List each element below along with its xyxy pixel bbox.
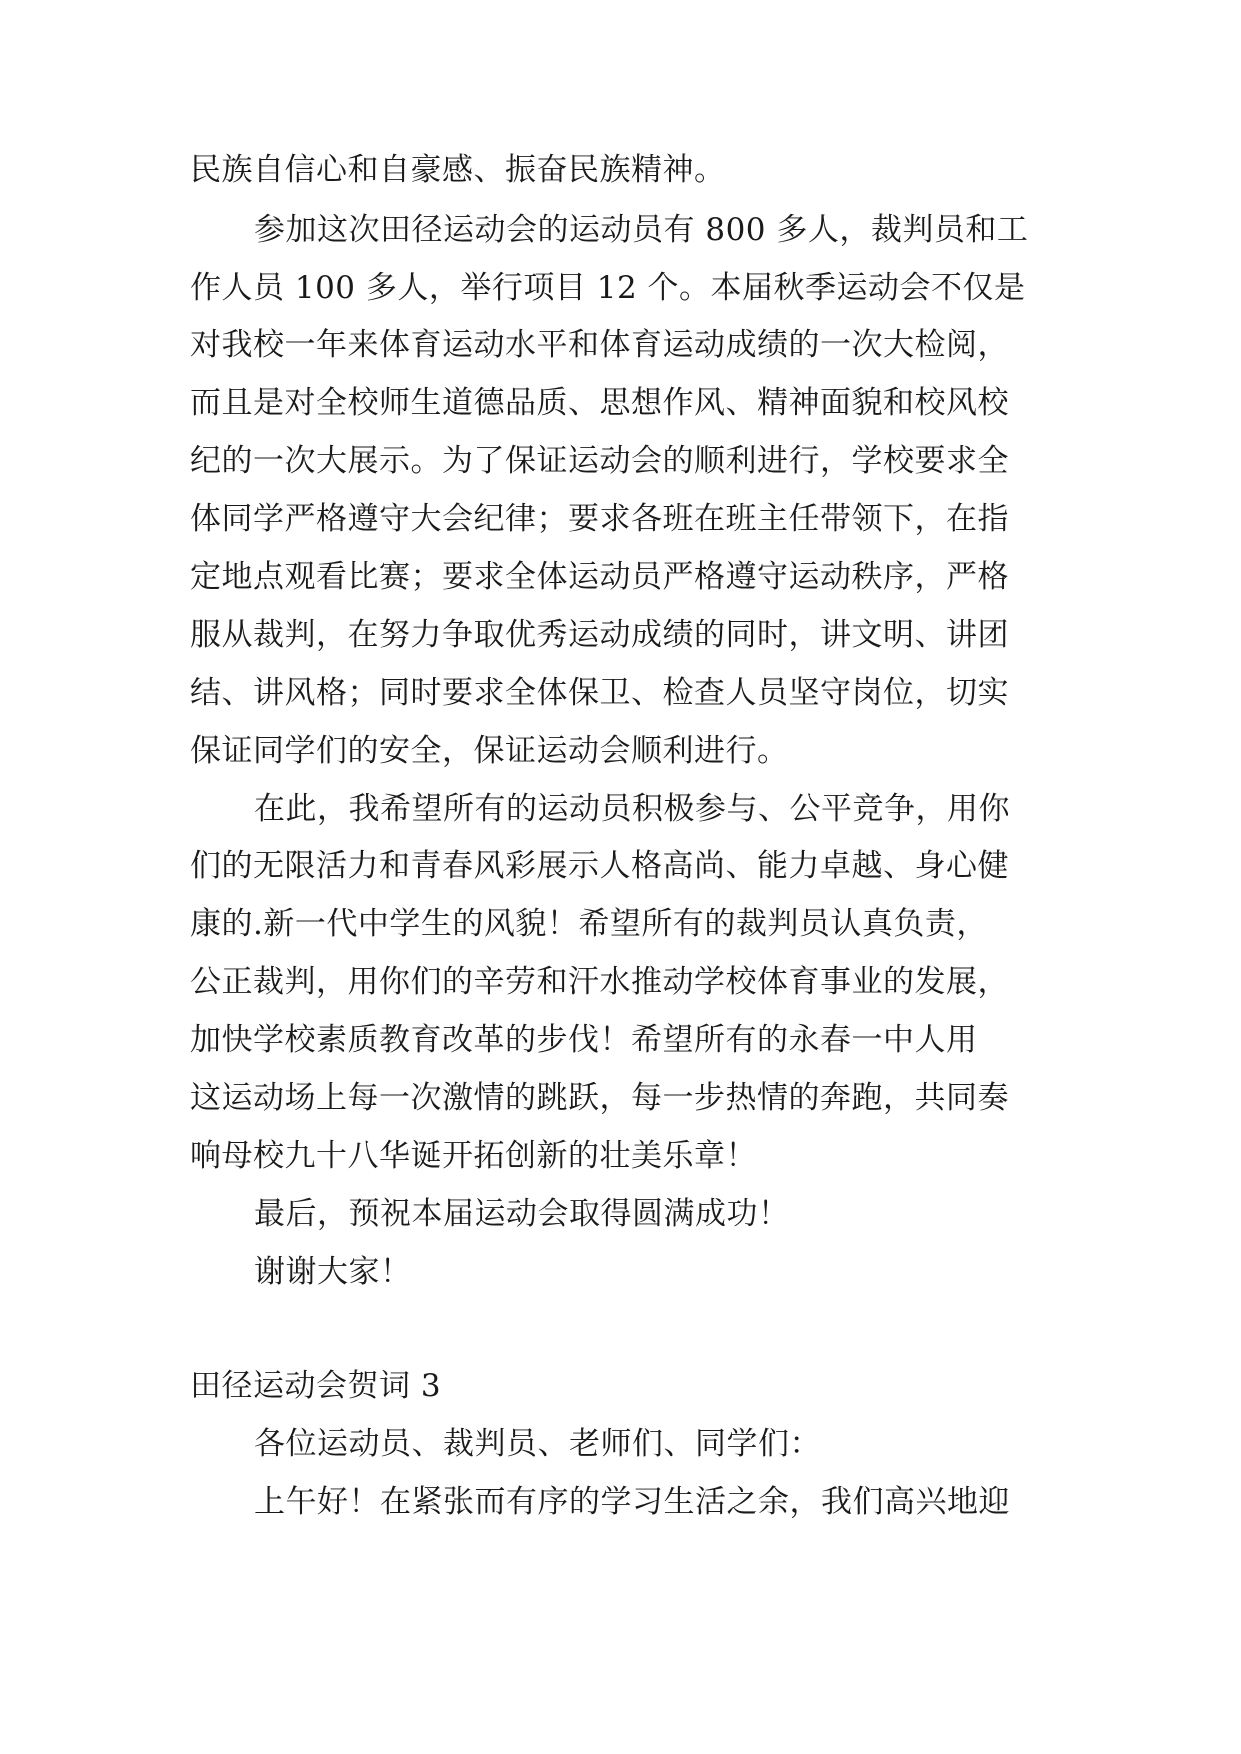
text-line: 康的.新一代中学生的风貌！希望所有的裁判员认真负责， xyxy=(190,906,988,942)
text-line: 结、讲风格；同时要求全体保卫、检查人员坚守岗位，切实 xyxy=(190,675,1009,711)
text-line: 公正裁判，用你们的辛劳和汗水推动学校体育事业的发展， xyxy=(190,964,1009,1000)
text-line: 纪的一次大展示。为了保证运动会的顺利进行，学校要求全 xyxy=(190,443,1009,479)
text-line: 保证同学们的安全，保证运动会顺利进行。 xyxy=(190,733,789,769)
text-line: 民族自信心和自豪感、振奋民族精神。 xyxy=(190,152,726,188)
text-line: 而且是对全校师生道德品质、思想作风、精神面貌和校风校 xyxy=(190,385,1009,421)
text-line: 响母校九十八华诞开拓创新的壮美乐章！ xyxy=(190,1138,757,1174)
text-line: 定地点观看比赛；要求全体运动员严格遵守运动秩序，严格 xyxy=(190,559,1009,595)
text-line: 加快学校素质教育改革的步伐！希望所有的永春一中人用 xyxy=(190,1022,978,1058)
paragraph-first-line: 谢谢大家！ xyxy=(254,1254,412,1290)
paragraph-first-line: 在此，我希望所有的运动员积极参与、公平竞争，用你 xyxy=(254,791,1010,827)
section-heading: 田径运动会贺词 3 xyxy=(190,1368,442,1404)
paragraph-first-line: 参加这次田径运动会的运动员有 800 多人，裁判员和工 xyxy=(254,212,1029,248)
paragraph-first-line: 最后，预祝本届运动会取得圆满成功！ xyxy=(254,1196,790,1232)
text-line: 们的无限活力和青春风彩展示人格高尚、能力卓越、身心健 xyxy=(190,848,1009,884)
text-line: 体同学严格遵守大会纪律；要求各班在班主任带领下，在指 xyxy=(190,501,1009,537)
text-line: 对我校一年来体育运动水平和体育运动成绩的一次大检阅， xyxy=(190,327,1009,363)
paragraph-first-line: 上午好！在紧张而有序的学习生活之余，我们高兴地迎 xyxy=(254,1484,1010,1520)
greeting-line: 各位运动员、裁判员、老师们、同学们： xyxy=(254,1426,821,1462)
text-line: 作人员 100 多人，举行项目 12 个。本届秋季运动会不仅是 xyxy=(190,270,1026,306)
text-line: 服从裁判，在努力争取优秀运动成绩的同时，讲文明、讲团 xyxy=(190,617,1009,653)
text-line: 这运动场上每一次激情的跳跃，每一步热情的奔跑，共同奏 xyxy=(190,1080,1009,1116)
